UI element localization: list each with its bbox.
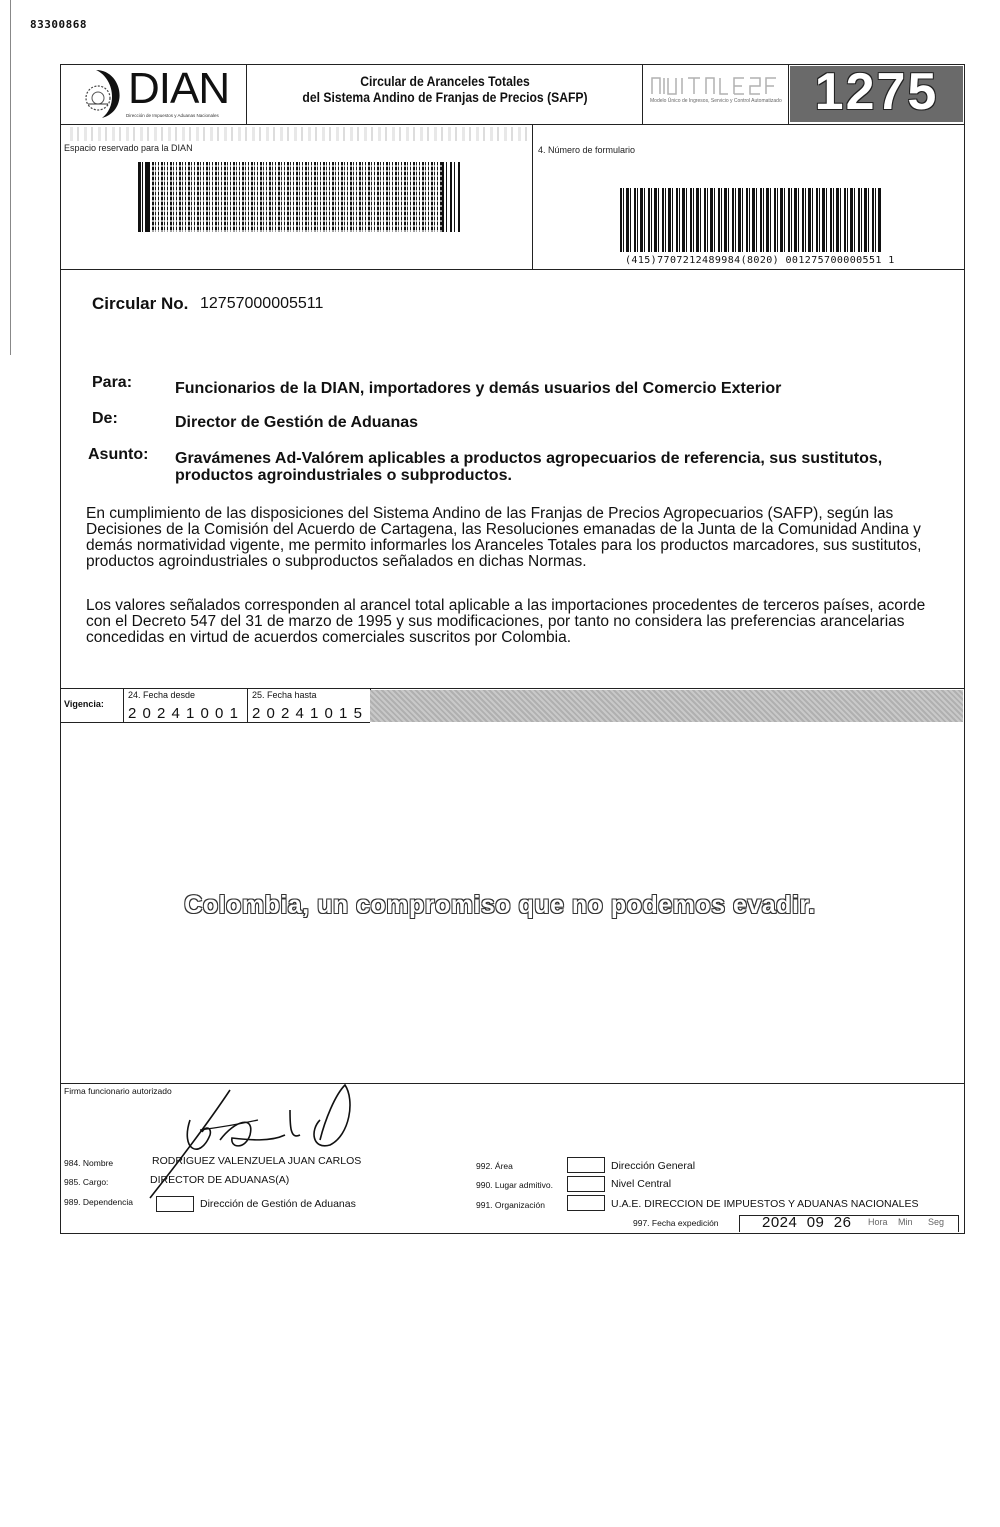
form-title-line2: del Sistema Andino de Franjas de Precios (SAFP) — [302, 90, 588, 105]
muisca-subtitle: Modelo Único de Ingresos, Servicio y Control Automatizado — [650, 98, 782, 104]
expedicion-label: 997. Fecha expedición — [633, 1218, 719, 1228]
dependencia-value: Dirección de Gestión de Aduanas — [200, 1198, 356, 1210]
cargo-value: DIRECTOR DE ADUANAS(A) — [150, 1174, 290, 1186]
para-value: Funcionarios de la DIAN, importadores y demás usuarios del Comercio Exterior — [175, 380, 782, 397]
page-edge-line — [10, 0, 11, 355]
vigencia-bottom-line — [60, 722, 370, 723]
barcode-divider — [532, 125, 533, 270]
de-value: Director de Gestión de Aduanas — [175, 414, 419, 431]
form-number-label: 4. Número de formulario — [538, 145, 636, 155]
motto: Colombia, un compromiso que no podemos evadir. — [184, 891, 816, 919]
form-number-badge — [790, 63, 963, 122]
fecha-desde-value: 2 0 2 4 1 0 0 1 — [128, 705, 239, 722]
area-box — [567, 1157, 605, 1173]
fecha-hasta-value: 2 0 2 4 1 0 1 5 — [252, 705, 363, 722]
lugar-box — [567, 1176, 605, 1192]
vigencia-divider — [247, 688, 248, 722]
nombre-value: RODRIGUEZ VALENZUELA JUAN CARLOS — [152, 1155, 362, 1167]
area-label: 992. Área — [476, 1161, 513, 1171]
firma-label: Firma funcionario autorizado — [64, 1086, 172, 1096]
header-bottom-line — [60, 124, 965, 125]
document-id: 83300868 — [30, 18, 87, 31]
vigencia-shaded-area — [370, 690, 963, 722]
circular-label: Circular No. — [92, 294, 189, 313]
barcode-bottom-line — [60, 269, 965, 270]
vigencia-label: Vigencia: — [64, 699, 104, 709]
form-number: 1275 — [814, 63, 939, 121]
seg-label: Seg — [928, 1217, 945, 1227]
paragraph-2-line: concedidas en virtud de acuerdos comerciales suscritos por Colombia. — [86, 629, 572, 646]
circular-number: 12757000005511 — [200, 295, 324, 312]
nombre-label: 984. Nombre — [64, 1158, 114, 1168]
paragraph-1-line: productos agroindustriales o subproductos señalados en dichas Normas. — [86, 553, 587, 570]
dependencia-box — [156, 1196, 194, 1212]
dependencia-label: 989. Dependencia — [64, 1197, 134, 1207]
fecha-desde-label: 24. Fecha desde — [128, 690, 196, 700]
organizacion-label: 991. Organización — [476, 1200, 545, 1210]
reserved-barcode — [138, 162, 460, 232]
asunto-value — [175, 450, 882, 484]
paragraph-1-line: Decisiones de la Comisión del Acuerdo de Cartagena, las Resoluciones emanadas de la Junta de la Comunidad Andina y — [86, 521, 921, 538]
form-barcode-text: (415)7707212489984(8020) 001275700000551 1 — [625, 255, 895, 266]
paragraph-2 — [86, 598, 948, 646]
header-divider — [642, 65, 643, 125]
form-title — [270, 74, 621, 106]
reserved-space-label: Espacio reservado para la DIAN — [64, 143, 193, 153]
lugar-label: 990. Lugar admitivo. — [476, 1180, 554, 1190]
header-divider — [788, 65, 789, 125]
organizacion-value: U.A.E. DIRECCION DE IMPUESTOS Y ADUANAS NACIONALES — [611, 1198, 919, 1210]
de-label: De: — [92, 410, 118, 427]
paragraph-2-line: con el Decreto 547 del 31 de marzo de 1995 y sus modificaciones, por tanto no considera las preferencias arancelarias — [86, 613, 905, 630]
vigencia-top-line — [60, 688, 965, 689]
dian-logo-subtitle: Dirección de Impuestos y Aduanas Nacionales — [126, 113, 219, 118]
asunto-label: Asunto: — [88, 446, 149, 463]
reserved-noise-strip — [70, 127, 530, 141]
paragraph-2-line: Los valores señalados corresponden al arancel total aplicable a las importaciones procedentes de terceros países, acorde — [86, 597, 926, 614]
cargo-label: 985. Cargo: — [64, 1177, 109, 1187]
asunto-line2: productos agroindustriales o subproductos. — [175, 467, 512, 484]
asunto-line1: Gravámenes Ad-Valórem aplicables a productos agropecuarios de referencia, sus sustitutos, — [175, 450, 883, 467]
area-value: Dirección General — [611, 1160, 696, 1172]
form-number-barcode — [620, 188, 882, 252]
para-label: Para: — [92, 374, 133, 391]
paragraph-1-line: demás normatividad vigente, me permito informarles los Aranceles Totales para los productos marcadores, sus sustitutos, — [86, 537, 922, 554]
header-divider — [246, 65, 247, 125]
organizacion-box — [567, 1195, 605, 1211]
dian-emblem-icon — [78, 68, 128, 120]
fecha-hasta-label: 25. Fecha hasta — [252, 690, 317, 700]
expedicion-value: 2024 09 26 — [762, 1214, 852, 1231]
hora-label: Hora — [868, 1217, 888, 1227]
min-label: Min — [898, 1217, 913, 1227]
vigencia-divider — [123, 688, 124, 722]
muisca-logo-icon — [648, 72, 788, 98]
lugar-value: Nivel Central — [611, 1178, 672, 1190]
paragraph-1 — [86, 506, 948, 570]
dian-logo-text: DIAN — [128, 64, 230, 113]
paragraph-1-line: En cumplimiento de las disposiciones del Sistema Andino de las Franjas de Precios Agropecuarios (SAFP), según las — [86, 505, 894, 522]
form-title-line1: Circular de Aranceles Totales — [360, 74, 530, 89]
